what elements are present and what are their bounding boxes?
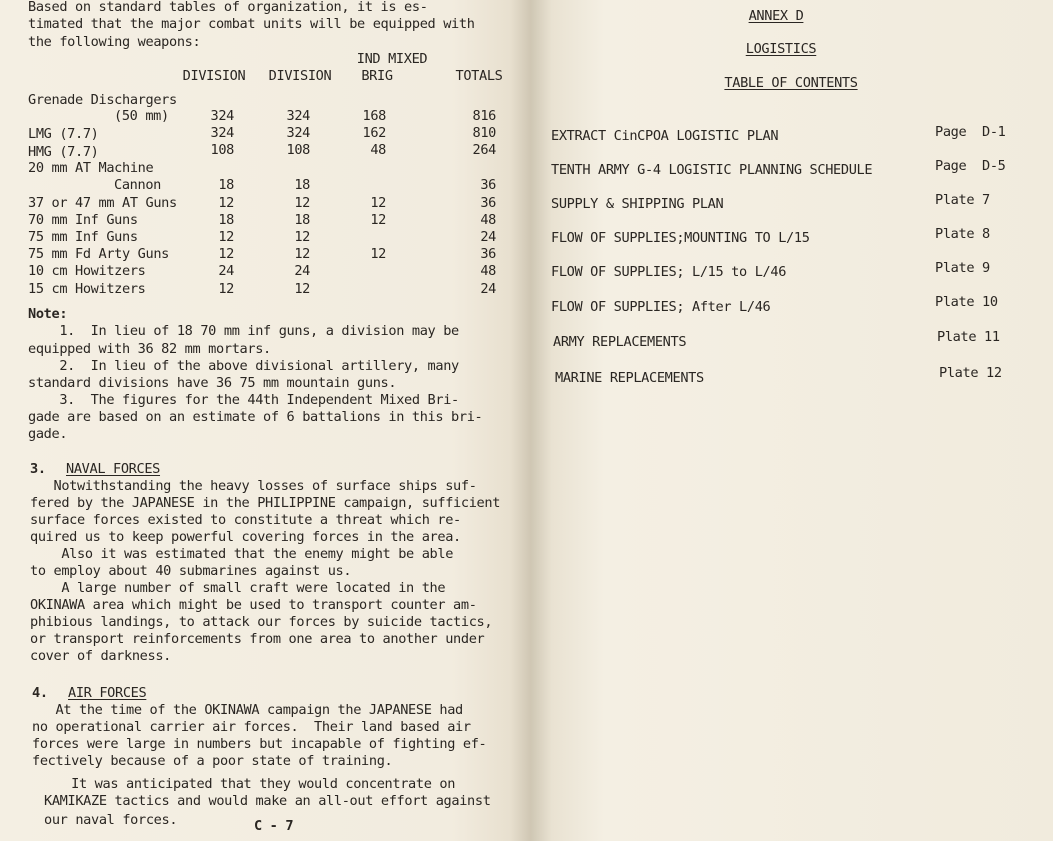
note-line: 3. The figures for the 44th Independent Mixed Bri-	[28, 392, 459, 408]
cell-division-2: 12	[294, 246, 310, 262]
body-line: At the time of the OKINAWA campaign the JAPANESE had	[32, 702, 463, 718]
toc-ref: Plate 8	[935, 226, 990, 242]
cell-weapon: Cannon	[114, 177, 162, 193]
body-line: OKINAWA area which might be used to transport counter am-	[30, 597, 477, 613]
cell-division-1: 18	[218, 212, 234, 228]
cell-division-1: 108	[210, 142, 234, 158]
toc-entry: MARINE REPLACEMENTS	[555, 370, 704, 386]
cell-division-2: 12	[294, 229, 310, 245]
cell-weapon: (50 mm)	[114, 108, 169, 124]
body-line: cover of darkness.	[30, 648, 172, 664]
cell-division-1: 18	[218, 177, 234, 193]
cell-brig: 168	[362, 108, 386, 124]
section-heading-naval: NAVAL FORCES	[66, 461, 161, 477]
cell-weapon: 70 mm Inf Guns	[28, 212, 138, 228]
toc-ref: Page D-1	[935, 124, 1006, 140]
body-line: surface forces existed to constitute a threat which re-	[30, 512, 461, 528]
body-line: no operational carrier air forces. Their land based air	[32, 719, 471, 735]
toc-entry: TENTH ARMY G-4 LOGISTIC PLANNING SCHEDULE	[551, 162, 873, 178]
toc-entry: SUPPLY & SHIPPING PLAN	[551, 196, 724, 212]
cell-weapon: 75 mm Fd Arty Guns	[28, 246, 170, 262]
cell-division-1: 12	[218, 195, 234, 211]
cell-brig: 12	[370, 195, 386, 211]
body-line: quired us to keep powerful covering forces in the area.	[30, 529, 461, 545]
body-line: our naval forces.	[44, 812, 178, 828]
cell-division-1: 12	[218, 229, 234, 245]
page-number: C - 7	[254, 818, 294, 834]
header-division-2: DIVISION	[268, 68, 332, 84]
note-line: gade are based on an estimate of 6 battalions in this bri-	[28, 409, 483, 425]
section-heading-air: AIR FORCES	[68, 685, 147, 701]
note-line: standard divisions have 36 75 mm mountain guns.	[28, 375, 397, 391]
cell-total: 48	[480, 263, 496, 279]
cell-division-1: 12	[218, 246, 234, 262]
toc-entry: ARMY REPLACEMENTS	[553, 334, 687, 350]
cell-brig: 12	[370, 246, 386, 262]
body-line: It was anticipated that they would concentrate on	[32, 776, 456, 792]
cell-total: 24	[480, 229, 496, 245]
right-page	[531, 0, 1053, 841]
note-line: equipped with 36 82 mm mortars.	[28, 341, 271, 357]
cell-brig: 48	[370, 142, 386, 158]
page-title: LOGISTICS	[745, 41, 817, 57]
cell-total: 810	[472, 125, 496, 141]
intro-line: timated that the major combat units will be equipped with	[28, 16, 475, 32]
section-number: 4.	[32, 685, 48, 701]
body-line: phibious landings, to attack our forces by suicide tactics,	[30, 614, 493, 630]
cell-total: 48	[480, 212, 496, 228]
cell-weapon: 37 or 47 mm AT Guns	[28, 195, 177, 211]
body-line: forces were large in numbers but incapable of fighting ef-	[32, 736, 487, 752]
cell-brig: 162	[362, 125, 386, 141]
note-line: 2. In lieu of the above divisional artillery, many	[28, 358, 459, 374]
body-line: A large number of small craft were located in the	[30, 580, 446, 596]
cell-division-2: 12	[294, 281, 310, 297]
header-totals: TOTALS	[455, 68, 503, 84]
toc-entry: FLOW OF SUPPLIES; After L/46	[551, 299, 771, 315]
toc-entry: EXTRACT CinCPOA LOGISTIC PLAN	[551, 128, 779, 144]
cell-division-2: 18	[294, 177, 310, 193]
body-line: Also it was estimated that the enemy might be able	[30, 546, 454, 562]
toc-entry: FLOW OF SUPPLIES; L/15 to L/46	[551, 264, 787, 280]
cell-division-1: 12	[218, 281, 234, 297]
cell-division-1: 24	[218, 263, 234, 279]
cell-division-2: 24	[294, 263, 310, 279]
cell-weapon: 20 mm AT Machine	[28, 160, 154, 176]
toc-entry: FLOW OF SUPPLIES;MOUNTING TO L/15	[551, 230, 810, 246]
cell-total: 36	[480, 177, 496, 193]
cell-total: 24	[480, 281, 496, 297]
cell-weapon: Grenade Dischargers	[28, 92, 177, 108]
body-line: fectively because of a poor state of training.	[32, 753, 393, 769]
intro-line: Based on standard tables of organization, it is es-	[28, 0, 428, 15]
body-line: to employ about 40 submarines against us.	[30, 563, 352, 579]
cell-total: 264	[472, 142, 496, 158]
header-division-1: DIVISION	[182, 68, 246, 84]
intro-line: the following weapons:	[28, 34, 201, 50]
cell-total: 816	[472, 108, 496, 124]
toc-ref: Plate 9	[935, 260, 990, 276]
annex-label: ANNEX D	[748, 8, 804, 24]
cell-weapon: 15 cm Howitzers	[28, 281, 146, 297]
toc-title: TABLE OF CONTENTS	[724, 75, 858, 91]
note-line: gade.	[28, 426, 68, 442]
body-line: KAMIKAZE tactics and would make an all-out effort against	[44, 793, 491, 809]
cell-division-2: 324	[286, 125, 310, 141]
toc-ref: Plate 10	[935, 294, 998, 310]
note-label: Note:	[28, 306, 68, 322]
note-line: 1. In lieu of 18 70 mm inf guns, a division may be	[28, 323, 459, 339]
cell-division-2: 18	[294, 212, 310, 228]
header-brig: BRIG	[361, 68, 393, 84]
cell-division-1: 324	[210, 108, 234, 124]
body-line: fered by the JAPANESE in the PHILIPPINE campaign, sufficient	[30, 495, 501, 511]
toc-ref: Plate 7	[935, 192, 990, 208]
cell-weapon: 10 cm Howitzers	[28, 263, 146, 279]
cell-total: 36	[480, 246, 496, 262]
toc-ref: Page D-5	[935, 158, 1006, 174]
cell-weapon: HMG (7.7)	[28, 144, 99, 160]
toc-ref: Plate 11	[937, 329, 1000, 345]
cell-division-1: 324	[210, 125, 234, 141]
cell-division-2: 108	[286, 142, 310, 158]
body-line: or transport reinforcements from one area to another under	[30, 631, 485, 647]
cell-weapon: LMG (7.7)	[28, 126, 99, 142]
cell-weapon: 75 mm Inf Guns	[28, 229, 138, 245]
cell-brig: 12	[370, 212, 386, 228]
cell-division-2: 12	[294, 195, 310, 211]
header-ind-mixed: IND MIXED	[356, 51, 428, 67]
cell-total: 36	[480, 195, 496, 211]
body-line: Notwithstanding the heavy losses of surface ships suf-	[30, 478, 477, 494]
toc-ref: Plate 12	[939, 365, 1002, 381]
section-number: 3.	[30, 461, 46, 477]
cell-division-2: 324	[286, 108, 310, 124]
